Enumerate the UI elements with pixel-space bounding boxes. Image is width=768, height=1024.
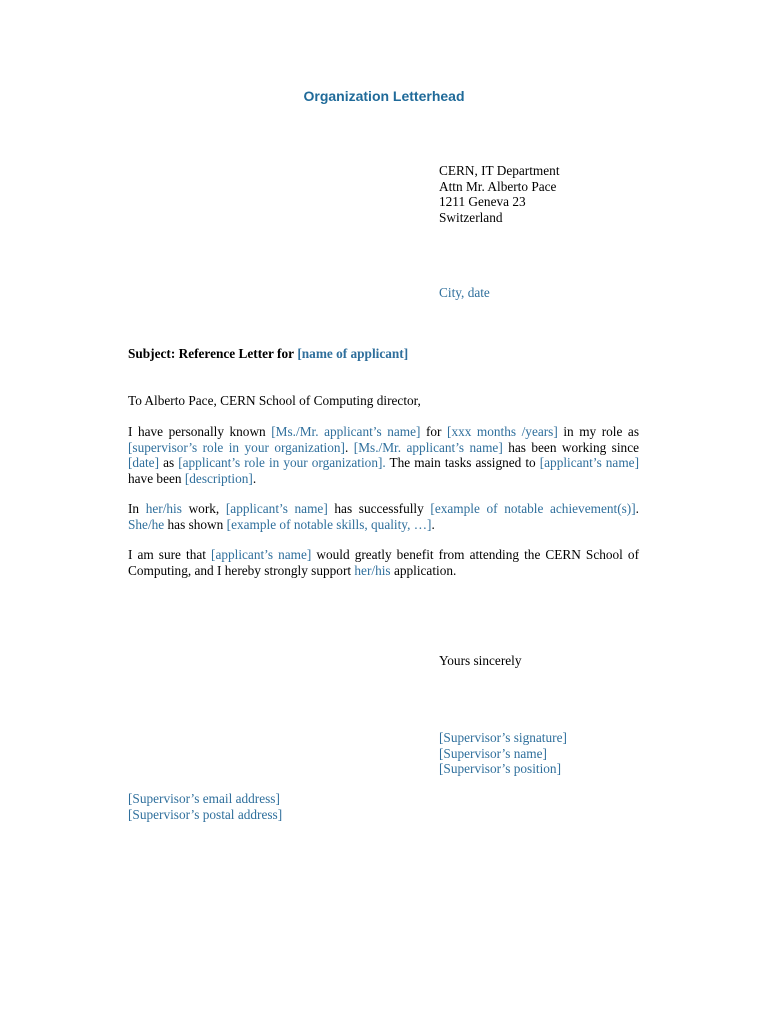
placeholder: [supervisor’s role in your organization]: [128, 439, 345, 455]
placeholder: [applicant’s role in your organization].: [178, 455, 386, 470]
placeholder: [applicant’s name]: [211, 547, 312, 562]
placeholder: [Ms./Mr. applicant’s name]: [353, 439, 503, 455]
recipient-address: [439, 163, 739, 225]
text: has been working since: [508, 439, 640, 455]
text: has successfully: [334, 501, 424, 516]
contact-line: [Supervisor’s postal address]: [128, 806, 283, 822]
contact-line: [Supervisor’s email address]: [128, 791, 280, 806]
placeholder: [example of notable achievement(s)]: [430, 501, 636, 516]
text: The main tasks assigned to: [389, 455, 536, 470]
subject-label: Subject: Reference Letter for: [128, 346, 295, 361]
signature-line: [Supervisor’s name]: [439, 745, 547, 761]
placeholder: [description]: [184, 470, 253, 486]
placeholder: her/his: [145, 501, 182, 516]
placeholder: her/his: [354, 562, 391, 578]
paragraph-known: [128, 424, 639, 486]
text: .: [344, 439, 349, 455]
placeholder: [date]: [128, 455, 160, 470]
text: work,: [188, 501, 220, 516]
contact-block: [128, 791, 639, 822]
placeholder: [applicant’s name]: [225, 501, 328, 516]
signature-line: [Supervisor’s signature]: [439, 730, 567, 745]
text: has shown: [167, 516, 224, 532]
recipient-line: 1211 Geneva 23: [439, 194, 526, 209]
paragraph-achievements: [128, 501, 639, 532]
text: .: [431, 516, 435, 532]
signature-line: [Supervisor’s position]: [439, 761, 562, 776]
text: in my role as: [563, 424, 640, 439]
subject-applicant: [name of applicant]: [297, 346, 409, 361]
text: .: [635, 501, 639, 516]
text: I am sure that: [128, 547, 206, 562]
recipient-line: Switzerland: [439, 209, 503, 225]
letterhead-title: Organization Letterhead: [303, 88, 465, 104]
text: application.: [393, 562, 457, 578]
placeholder: [applicant’s name]: [539, 455, 640, 470]
subject-line: [128, 346, 639, 362]
placeholder: [Ms./Mr. applicant’s name]: [271, 424, 421, 439]
text: have been: [128, 470, 182, 486]
closing: Yours sincerely: [439, 653, 522, 668]
text: I have personally known: [128, 424, 266, 439]
text: for: [425, 424, 442, 439]
paragraph-support: [128, 547, 639, 578]
city-date: City, date: [439, 285, 490, 300]
text: .: [252, 470, 257, 486]
recipient-line: CERN, IT Department: [439, 163, 560, 178]
text: In: [128, 501, 140, 516]
text: would greatly benefit from attending the CERN School of Computing, and I hereby strongly support: [128, 547, 640, 578]
recipient-line: Attn Mr. Alberto Pace: [439, 178, 557, 194]
placeholder: [xxx months /years]: [447, 424, 558, 439]
placeholder: [example of notable skills, quality, …]: [226, 516, 432, 532]
salutation: To Alberto Pace, CERN School of Computing director,: [128, 393, 421, 408]
signature-block: [439, 730, 739, 777]
placeholder: She/he: [128, 516, 165, 532]
text: as: [163, 455, 175, 470]
